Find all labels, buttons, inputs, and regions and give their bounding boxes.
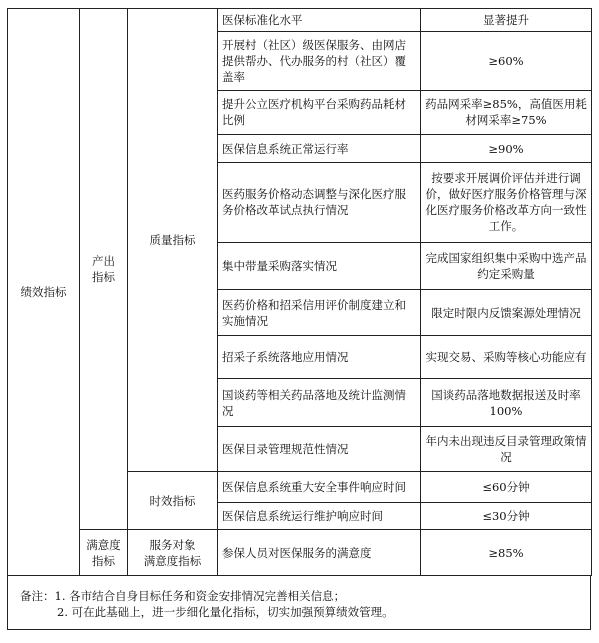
indicator-cell: 提升公立医疗机构平台采购药品耗材比例: [218, 90, 421, 134]
output-indicator-cell: [80, 9, 128, 530]
performance-indicator-table: [7, 8, 592, 576]
indicator-cell: 医保信息系统正常运行率: [218, 135, 421, 163]
value-cell: 实现交易、采购等核心功能应有: [421, 335, 592, 378]
indicator-cell: 医保目录管理规范性情况: [218, 426, 421, 472]
output-indicator-label: 产出 指标: [92, 254, 115, 285]
indicator-cell: 医保信息系统重大安全事件响应时间: [218, 472, 421, 503]
indicator-cell: 开展村（社区）级医保服务、由网店提供帮办、代办服务的村（社区）覆盖率: [218, 31, 421, 90]
indicator-cell: 医药价格和招采信用评价制度建立和实施情况: [218, 290, 421, 336]
service-satisfaction-cell: [128, 530, 218, 576]
quality-indicator-cell: 质量指标: [128, 9, 218, 472]
value-cell: ≤60分钟: [421, 472, 592, 503]
value-cell: 按要求开展调价评估并进行调价，做好医疗服务价格管理与深化医疗服务价格改革方向一致性工作。: [421, 163, 592, 243]
value-cell: ≥60%: [421, 31, 592, 90]
value-cell: ≥90%: [421, 135, 592, 163]
remarks-box: [7, 576, 591, 630]
table-row: [8, 530, 592, 576]
table-row: [8, 9, 592, 32]
indicator-cell: 国谈药等相关药品落地及统计监测情况: [218, 379, 421, 427]
value-cell: 国谈药品落地数据报送及时率100%: [421, 379, 592, 427]
value-cell: 显著提升: [421, 9, 592, 32]
indicator-cell: 集中带量采购落实情况: [218, 242, 421, 290]
value-cell: 限定时限内反馈案源处理情况: [421, 290, 592, 336]
service-satisfaction-label: 服务对象 满意度指标: [143, 537, 202, 568]
indicator-cell: 医保标准化水平: [218, 9, 421, 32]
value-cell: 完成国家组织集中采购中选产品约定采购量: [421, 242, 592, 290]
indicator-cell: 医保信息系统运行维护响应时间: [218, 503, 421, 530]
remark-line-2: 2. 可在此基础上，进一步细化量化指标，切实加强预算绩效管理。: [57, 605, 394, 619]
value-cell: ≥85%: [421, 530, 592, 576]
level1-cell: 绩效指标: [8, 9, 80, 576]
indicator-cell: 医药服务价格动态调整与深化医疗服务价格改革试点执行情况: [218, 163, 421, 243]
value-cell: 年内未出现违反目录管理政策情况: [421, 426, 592, 472]
remark-line-1: 备注：1. 各市结合自身目标任务和资金安排情况完善相关信息；: [20, 589, 346, 603]
timeliness-indicator-cell: 时效指标: [128, 472, 218, 530]
indicator-cell: 参保人员对医保服务的满意度: [218, 530, 421, 576]
value-cell: 药品网采率≥85%，高值医用耗材网采率≥75%: [421, 90, 592, 134]
satisfaction-indicator-cell: [80, 530, 128, 576]
value-cell: ≤30分钟: [421, 503, 592, 530]
satisfaction-indicator-label: 满意度 指标: [86, 537, 121, 568]
indicator-cell: 招采子系统落地应用情况: [218, 335, 421, 378]
